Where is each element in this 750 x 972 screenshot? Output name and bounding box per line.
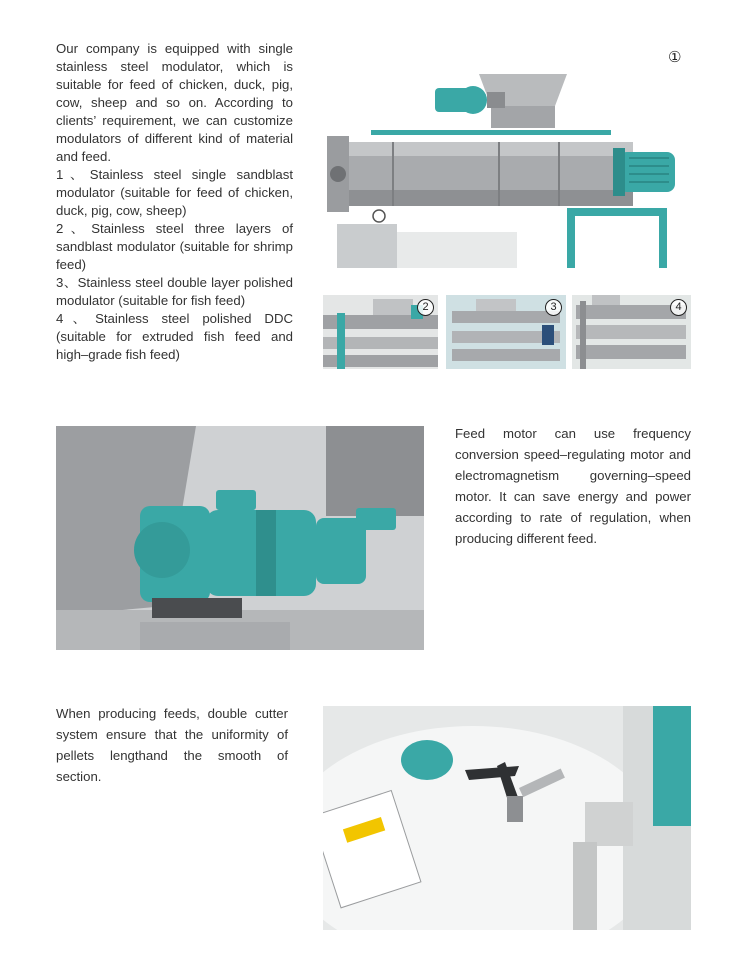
modulator-thumbnail-4 [572, 295, 691, 369]
thumbnail-badge: 2 [417, 299, 434, 316]
list-item: 2、Stainless steel three layers of sandblast modulator (suitable for shrimp feed) [56, 221, 293, 272]
modulator-thumbnail-2 [323, 295, 438, 369]
feed-motor-description [455, 423, 691, 549]
modulator-thumbnail-3 [446, 295, 566, 369]
list-item: 4、Stainless steel polished DDC (suitable for extruded fish feed and high–grade fish feed) [56, 311, 293, 362]
motor-illustration [56, 426, 424, 650]
feed-motor-text: Feed motor can use frequency conversion speed–regulating motor and electromagnetism governing–speed motor. It can save energy and power according to rate of regulation, when producing different feed. [455, 426, 691, 546]
cutter-description [56, 703, 288, 787]
cutter-illustration [323, 706, 691, 930]
thumbnail-badge: 4 [670, 299, 687, 316]
modulator-illustration [323, 44, 691, 268]
modulator-main-photo [323, 44, 691, 268]
list-item: 3、Stainless steel double layer polished modulator (suitable for fish feed) [56, 275, 293, 308]
thumbnail-badge: 3 [545, 299, 562, 316]
feed-motor-photo [56, 426, 424, 650]
cutter-system-photo [323, 706, 691, 930]
list-item: 1、Stainless steel single sandblast modulator (suitable for feed of chicken, duck, pig, cow, sheep) [56, 167, 293, 218]
main-photo-badge: ① [668, 49, 682, 66]
modulator-description [56, 40, 293, 364]
intro-paragraph: Our company is equipped with single stainless steel modulator, which is suitable for feed of chicken, duck, pig, cow, sheep and so on. According to clients’ requirement, we can customize modulators of different kind of material and feed. [56, 41, 293, 164]
cutter-text: When producing feeds, double cutter system ensure that the uniformity of pellets lengthand the smooth of section. [56, 706, 288, 784]
